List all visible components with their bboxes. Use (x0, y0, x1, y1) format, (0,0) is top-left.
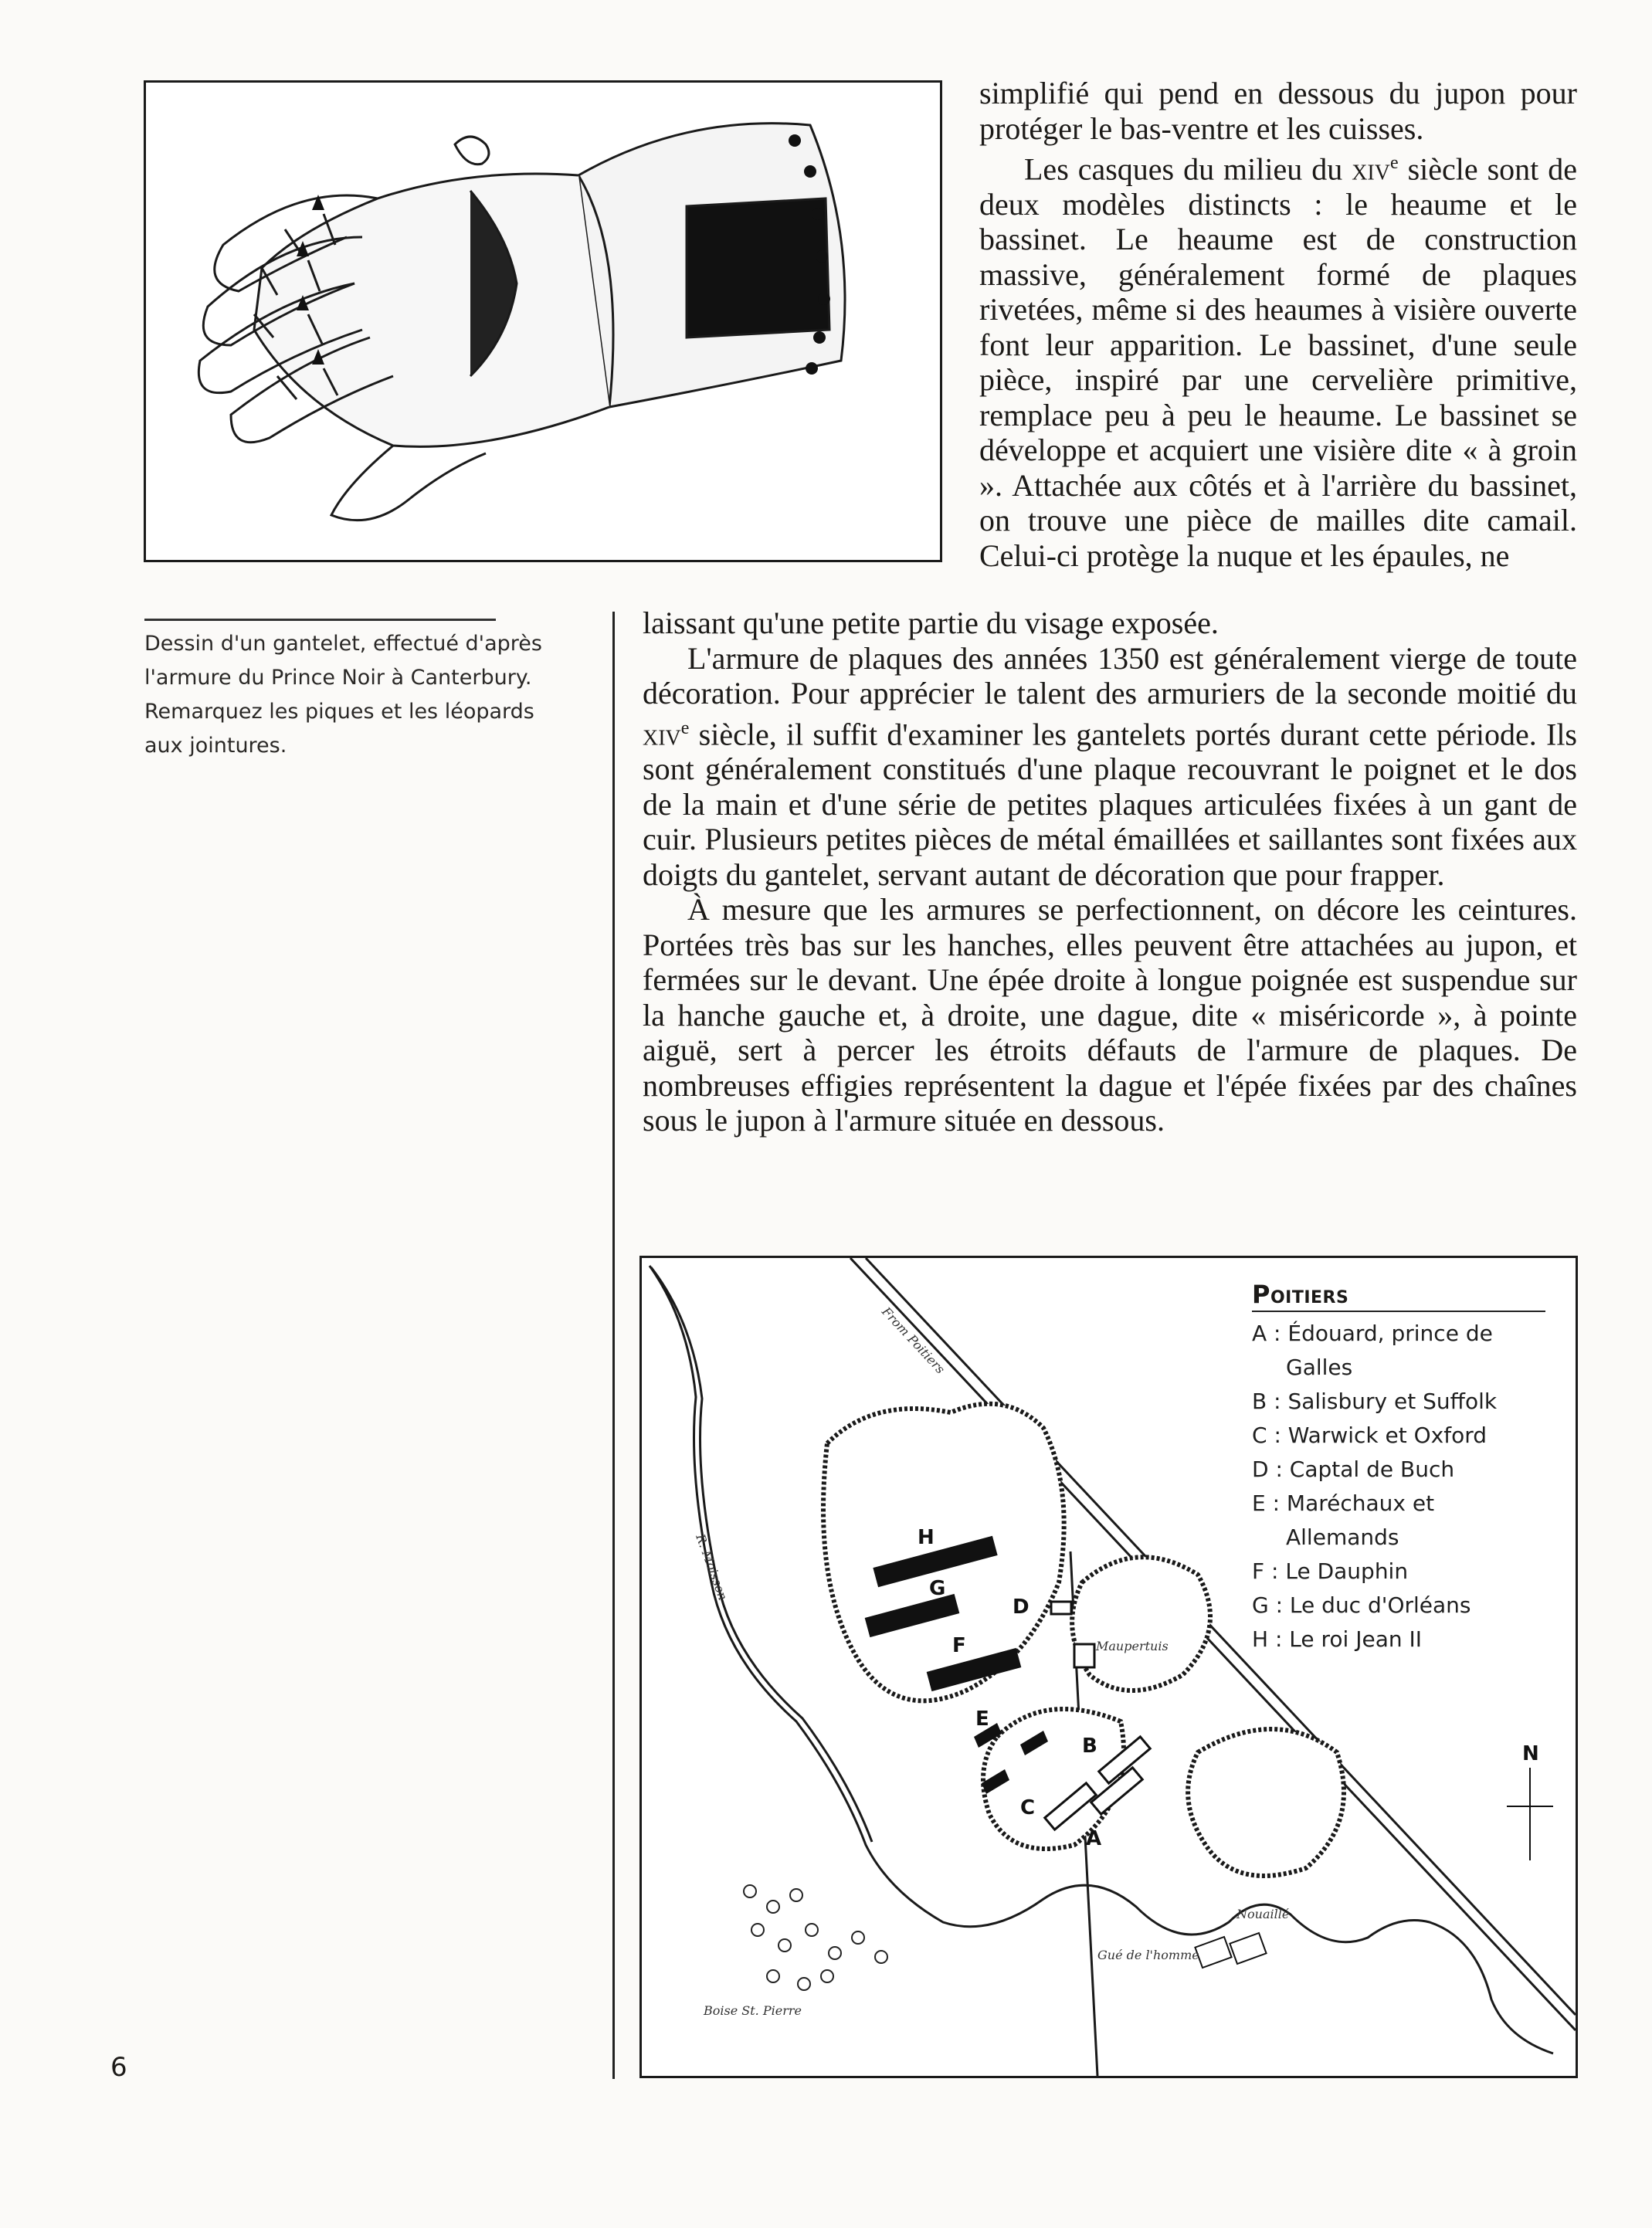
battle-map (639, 1256, 1578, 2078)
legend-item-c: C : Warwick et Oxford (1252, 1423, 1487, 1448)
village-label: Nouaillé (1236, 1907, 1290, 1921)
unit-h-label: H (918, 1526, 935, 1549)
paragraph-2-tail: laissant qu'une petite partie du visage exposée. (643, 605, 1219, 640)
figure-caption: Dessin d'un gantelet, effectué d'après l'armure du Prince Noir à Canterbury. Remarquez les piques et les léopards aux jointures. (144, 632, 542, 758)
caption-rule (144, 619, 496, 621)
farm-building (1074, 1644, 1094, 1667)
unit-d-label: D (1013, 1596, 1030, 1619)
unit-b-label: B (1082, 1735, 1097, 1758)
ford-label: Gué de l'homme (1097, 1948, 1199, 1962)
paragraph-4: À mesure que les armures se perfectionnent, on décore les ceintures. Portées très bas sur les hanches, elles peuvent être attachées au jupon, et fermées sur le devant. Une épée droite à longue poignée est suspendue sur la hanche gauche et, à droite, une dague, dite « miséricorde », à pointe aiguë, sert à percer les étroits défauts de l'armure de plaques. De nombreuses effigies représentent la dague et l'épée fixées par des chaînes sous le jupon à l'armure située en dessous. (643, 892, 1577, 1138)
legend-item-b: B : Salisbury et Suffolk (1252, 1389, 1498, 1414)
legend-item-g: G : Le duc d'Orléans (1252, 1592, 1471, 1618)
village-house-1 (1195, 1937, 1231, 1968)
map-legend (1252, 1280, 1545, 1657)
column-divider (612, 612, 615, 2079)
gauntlet-figure (144, 80, 942, 562)
legend-item-e: E : Maréchaux et Allemands (1252, 1490, 1435, 1550)
article-upper-text (979, 76, 1577, 573)
paragraph-2: Les casques du milieu du xiv$^e$ siècle sont de deux modèles distincts : le heaume et le bassinet. Le heaume est de construction massive, généralement formé de plaques rivetées, même si des heaumes à visière ouverte font leur apparition. Le bassinet, d'une seule pièce, inspiré par une cervelière primitive, remplace peu à peu le heaume. Le bassinet se développe et acquiert une visière dite « à groin ». Attachée aux côtés et à l'arrière du bassinet, on trouve une pièce de mailles dite camail. Celui-ci protège la nuque et les épaules, ne (979, 151, 1577, 573)
paragraph-3: L'armure de plaques des années 1350 est généralement vierge de toute décoration. Pour apprécier le talent des armuriers de la seconde moitié du xiv$^e$ siècle, il suffit d'examiner les gantelets portés durant cette période. Ils sont généralement constitués d'une plaque recouvrant le poignet et le dos de la main et d'une série de petites plaques articulées fixées à un gant de cuir. Plusieurs petites pièces de métal émaillées et saillantes sont fixées aux doigts du gantelet, servant autant de décoration que pour frapper. (643, 640, 1577, 892)
unit-a-label: A (1086, 1827, 1102, 1850)
unit-e-label: E (975, 1707, 989, 1731)
paragraph-1: simplifié qui pend en dessous du jupon pour protéger le bas-ventre et les cuisses. (979, 76, 1577, 146)
article-main-text (643, 605, 1577, 1138)
wood-label: Boise St. Pierre (704, 2003, 802, 2018)
hill-east (1188, 1729, 1344, 1876)
legend-item-a: A : Édouard, prince de Galles (1252, 1321, 1493, 1380)
north-label: N (1522, 1742, 1539, 1765)
legend-list (1252, 1317, 1545, 1657)
legend-item-d: D : Captal de Buch (1252, 1457, 1455, 1482)
legend-item-f: F : Le Dauphin (1252, 1558, 1409, 1584)
unit-d-block (1051, 1602, 1071, 1614)
unit-g-label: G (929, 1577, 946, 1600)
unit-f-label: F (952, 1634, 966, 1657)
page-number: 6 (110, 2052, 127, 2083)
gauntlet-drawing (146, 83, 940, 560)
unit-c-label: C (1020, 1796, 1036, 1819)
legend-item-h: H : Le roi Jean II (1252, 1626, 1423, 1652)
legend-title: Poitiers (1252, 1280, 1545, 1312)
road-label: From Poitiers (879, 1304, 948, 1377)
farm-label: Maupertuis (1096, 1639, 1169, 1653)
village-house-2 (1230, 1933, 1266, 1964)
hill-center (1072, 1557, 1210, 1690)
river-label: R. Moisson (693, 1531, 731, 1602)
